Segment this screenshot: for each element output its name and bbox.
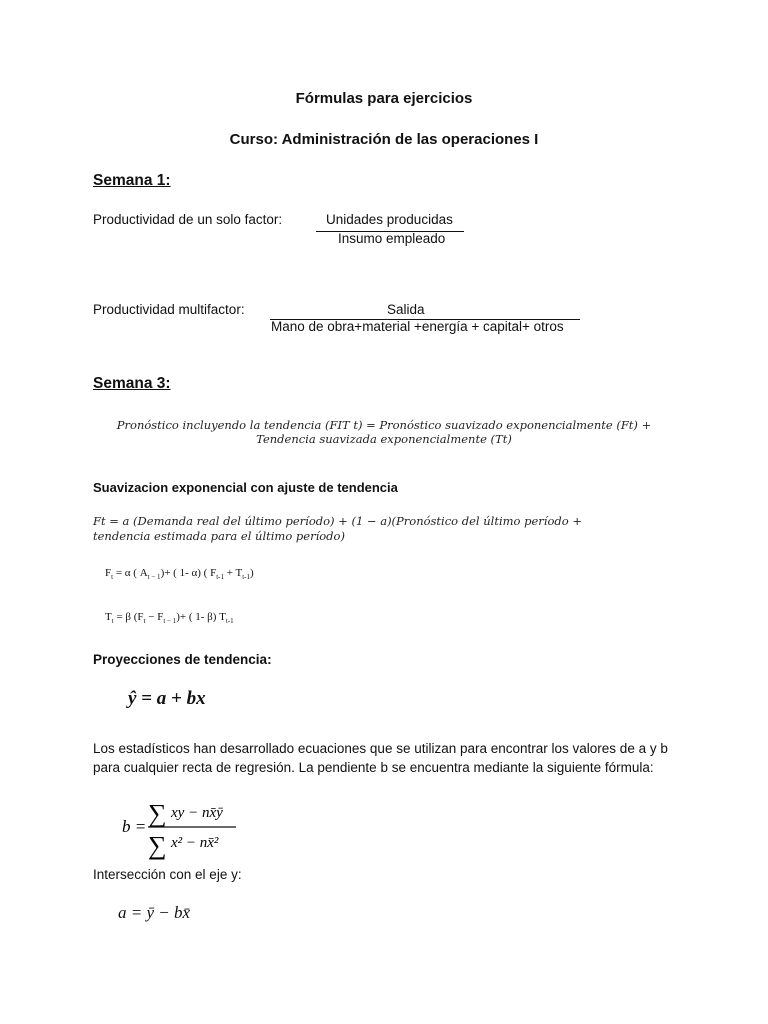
regression-paragraph: Los estadísticos han desarrollado ecuaciones que se utilizan para encontrar los valores de a y b para cualquier recta de regresión. La pendiente b se encuentra mediante la siguiente fórmula: <box>93 741 668 775</box>
trend-title: Proyecciones de tendencia: <box>93 652 272 667</box>
document-title: Fórmulas para ejercicios <box>295 90 473 107</box>
ft-formula-line2: tendencia estimada para el último período) <box>93 529 345 543</box>
fit-formula-line1: Pronóstico incluyendo la tendencia (FIT t) = Pronóstico suavizado exponencialmente (Ft) + <box>116 418 652 432</box>
week3-heading: Semana 3: <box>93 375 171 392</box>
multifactor-label: Productividad multifactor: <box>93 302 245 317</box>
slope-formula <box>118 796 278 860</box>
single-factor-numerator: Unidades producidas <box>326 212 453 227</box>
course-title: Curso: Administración de las operaciones I <box>229 131 539 148</box>
intercept-label: Intersección con el eje y: <box>93 867 242 882</box>
multifactor-denominator: Mano de obra+material +energía + capital+ otros <box>271 319 564 334</box>
multifactor-numerator: Salida <box>387 302 425 317</box>
fit-formula-line2: Tendencia suavizada exponencialmente (Tt) <box>256 432 512 446</box>
single-factor-denominator: Insumo empleado <box>338 231 446 246</box>
ft-recurrence-formula: $F_t = \alpha$ ( $A_{t - 1})+$ ( 1- α) ( $F_{t-1} + T_{t-1}$) <box>105 567 254 581</box>
smoothing-title: Suavizacion exponencial con ajuste de tendencia <box>93 480 398 495</box>
slope-lhs: b = <box>122 817 147 836</box>
tt-recurrence-formula: $T_t = \beta$ $(F_t - F_{t - 1})+$ ( 1- β) $T_{t-1}$ <box>105 611 234 625</box>
slope-denominator: x² − nx̄² <box>171 835 219 851</box>
single-factor-label: Productividad de un solo factor: <box>93 212 283 227</box>
sum-sign-denominator: ∑ <box>148 831 167 860</box>
slope-numerator: xy − nx̄ȳ <box>171 805 223 821</box>
sum-sign-numerator: ∑ <box>148 799 167 828</box>
trend-formula: ŷ = a + bx <box>128 688 206 709</box>
intercept-formula: a = ȳ − bx̄ <box>118 903 191 922</box>
week1-heading: Semana 1: <box>93 172 171 189</box>
ft-formula-line1: Ft = a (Demanda real del último período) + (1 − a)(Pronóstico del último período + <box>93 514 582 528</box>
